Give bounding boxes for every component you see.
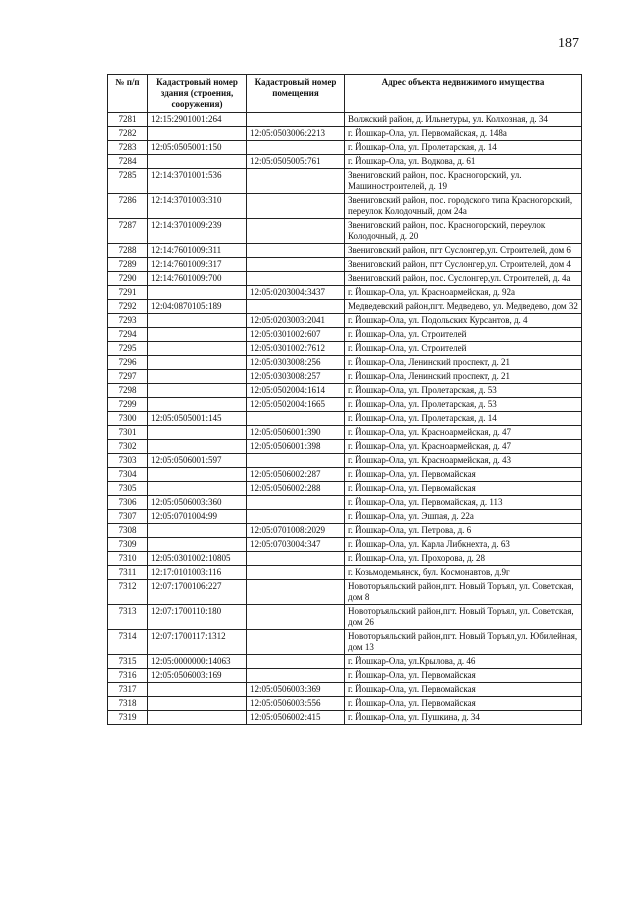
row-number-cell: 7288: [108, 244, 148, 258]
row-number-cell: 7301: [108, 426, 148, 440]
row-number-cell: 7295: [108, 342, 148, 356]
address-cell: Волжский район, д. Ильнетуры, ул. Колхозная, д. 34: [345, 113, 582, 127]
address-cell: Звениговский район, пгт Суслонгер,ул. Строителей, дом 6: [345, 244, 582, 258]
address-cell: г. Йошкар-Ола, ул. Первомайская: [345, 683, 582, 697]
row-number-cell: 7302: [108, 440, 148, 454]
table-row: [108, 496, 582, 510]
address-cell: г. Йошкар-Ола, ул. Пролетарская, д. 53: [345, 398, 582, 412]
table-row: [108, 510, 582, 524]
premises-cadastral-cell: 12:05:0506002:415: [247, 711, 345, 725]
address-cell: г. Йошкар-Ола, ул. Первомайская: [345, 482, 582, 496]
premises-cadastral-cell: [247, 669, 345, 683]
building-cadastral-cell: [148, 127, 247, 141]
premises-cadastral-cell: 12:05:0506002:288: [247, 482, 345, 496]
table-row: [108, 300, 582, 314]
premises-cadastral-cell: [247, 113, 345, 127]
premises-cadastral-cell: [247, 510, 345, 524]
row-number-cell: 7307: [108, 510, 148, 524]
premises-cadastral-cell: [247, 244, 345, 258]
building-cadastral-cell: [148, 711, 247, 725]
row-number-cell: 7299: [108, 398, 148, 412]
row-number-cell: 7297: [108, 370, 148, 384]
header-building-cadastral: Кадастровый номер здания (строения, сооружения): [148, 75, 247, 113]
address-cell: г. Йошкар-Ола, ул. Водкова, д. 61: [345, 155, 582, 169]
address-cell: г. Йошкар-Ола, ул. Строителей: [345, 342, 582, 356]
premises-cadastral-cell: [247, 194, 345, 219]
table-row: [108, 194, 582, 219]
table-row: [108, 314, 582, 328]
building-cadastral-cell: [148, 683, 247, 697]
address-cell: г. Йошкар-Ола, ул. Карла Либкнехта, д. 63: [345, 538, 582, 552]
premises-cadastral-cell: 12:05:0701008:2029: [247, 524, 345, 538]
table-row: [108, 566, 582, 580]
building-cadastral-cell: 12:04:0870105:189: [148, 300, 247, 314]
table-row: [108, 398, 582, 412]
premises-cadastral-cell: [247, 580, 345, 605]
table-row: [108, 141, 582, 155]
address-cell: Звениговский район, пос. Суслонгер,ул. Строителей, д. 4а: [345, 272, 582, 286]
table-row: [108, 630, 582, 655]
row-number-cell: 7303: [108, 454, 148, 468]
address-cell: Медведевский район,пгт. Медведево, ул. Медведево, дом 32: [345, 300, 582, 314]
table-row: [108, 552, 582, 566]
header-address: Адрес объекта недвижимого имущества: [345, 75, 582, 113]
row-number-cell: 7283: [108, 141, 148, 155]
table-row: [108, 605, 582, 630]
building-cadastral-cell: [148, 697, 247, 711]
premises-cadastral-cell: [247, 655, 345, 669]
address-cell: г. Йошкар-Ола, ул. Пролетарская, д. 14: [345, 412, 582, 426]
building-cadastral-cell: [148, 482, 247, 496]
row-number-cell: 7313: [108, 605, 148, 630]
address-cell: г. Йошкар-Ола, Ленинский проспект, д. 21: [345, 370, 582, 384]
table-row: [108, 468, 582, 482]
building-cadastral-cell: [148, 524, 247, 538]
premises-cadastral-cell: 12:05:0303008:256: [247, 356, 345, 370]
premises-cadastral-cell: 12:05:0303008:257: [247, 370, 345, 384]
building-cadastral-cell: [148, 286, 247, 300]
premises-cadastral-cell: 12:05:0703004:347: [247, 538, 345, 552]
row-number-cell: 7287: [108, 219, 148, 244]
table-body: [108, 113, 582, 725]
address-cell: г. Йошкар-Ола, ул. Красноармейская, д. 92а: [345, 286, 582, 300]
premises-cadastral-cell: [247, 169, 345, 194]
premises-cadastral-cell: 12:05:0506002:287: [247, 468, 345, 482]
table-row: [108, 219, 582, 244]
building-cadastral-cell: 12:07:1700110:180: [148, 605, 247, 630]
premises-cadastral-cell: 12:05:0506003:556: [247, 697, 345, 711]
building-cadastral-cell: [148, 440, 247, 454]
table-row: [108, 524, 582, 538]
building-cadastral-cell: 12:14:3701009:239: [148, 219, 247, 244]
table-row: [108, 711, 582, 725]
table-row: [108, 454, 582, 468]
row-number-cell: 7318: [108, 697, 148, 711]
building-cadastral-cell: [148, 384, 247, 398]
building-cadastral-cell: 12:05:0301002:10805: [148, 552, 247, 566]
row-number-cell: 7290: [108, 272, 148, 286]
table-row: [108, 286, 582, 300]
address-cell: г. Йошкар-Ола, ул. Красноармейская, д. 47: [345, 440, 582, 454]
header-premises-cadastral: Кадастровый номер помещения: [247, 75, 345, 113]
row-number-cell: 7298: [108, 384, 148, 398]
address-cell: г. Йошкар-Ола, ул.Крылова, д. 46: [345, 655, 582, 669]
row-number-cell: 7305: [108, 482, 148, 496]
premises-cadastral-cell: [247, 300, 345, 314]
table-row: [108, 384, 582, 398]
row-number-cell: 7306: [108, 496, 148, 510]
address-cell: Новоторъяльский район,пгт. Новый Торъял, ул. Советская, дом 26: [345, 605, 582, 630]
address-cell: Новоторъяльский район,пгт. Новый Торъял,ул. Юбилейная, дом 13: [345, 630, 582, 655]
building-cadastral-cell: 12:05:0505001:145: [148, 412, 247, 426]
table-row: [108, 580, 582, 605]
address-cell: г. Йошкар-Ола, ул. Подольских Курсантов, д. 4: [345, 314, 582, 328]
address-cell: г. Йошкар-Ола, ул. Пушкина, д. 34: [345, 711, 582, 725]
row-number-cell: 7316: [108, 669, 148, 683]
premises-cadastral-cell: [247, 258, 345, 272]
address-cell: г. Йошкар-Ола, ул. Первомайская: [345, 468, 582, 482]
building-cadastral-cell: [148, 155, 247, 169]
table-header: [108, 75, 582, 113]
premises-cadastral-cell: 12:05:0503006:2213: [247, 127, 345, 141]
building-cadastral-cell: 12:05:0506003:169: [148, 669, 247, 683]
table-row: [108, 697, 582, 711]
row-number-cell: 7294: [108, 328, 148, 342]
premises-cadastral-cell: 12:05:0506003:369: [247, 683, 345, 697]
table-row: [108, 155, 582, 169]
building-cadastral-cell: [148, 398, 247, 412]
premises-cadastral-cell: 12:05:0502004:1614: [247, 384, 345, 398]
property-registry-table: [107, 74, 582, 725]
address-cell: г. Йошкар-Ола, ул. Эшпая, д. 22а: [345, 510, 582, 524]
building-cadastral-cell: [148, 342, 247, 356]
building-cadastral-cell: [148, 370, 247, 384]
premises-cadastral-cell: [247, 141, 345, 155]
row-number-cell: 7317: [108, 683, 148, 697]
table-row: [108, 356, 582, 370]
table-row: [108, 258, 582, 272]
address-cell: Звениговский район, пос. Красногорский, ул. Машиностроителей, д. 19: [345, 169, 582, 194]
row-number-cell: 7308: [108, 524, 148, 538]
building-cadastral-cell: 12:14:3701001:536: [148, 169, 247, 194]
row-number-cell: 7281: [108, 113, 148, 127]
address-cell: г. Йошкар-Ола, ул. Красноармейская, д. 43: [345, 454, 582, 468]
row-number-cell: 7310: [108, 552, 148, 566]
building-cadastral-cell: [148, 426, 247, 440]
premises-cadastral-cell: [247, 454, 345, 468]
row-number-cell: 7284: [108, 155, 148, 169]
building-cadastral-cell: 12:14:7601009:317: [148, 258, 247, 272]
building-cadastral-cell: 12:05:0506001:597: [148, 454, 247, 468]
row-number-cell: 7286: [108, 194, 148, 219]
table-row: [108, 127, 582, 141]
premises-cadastral-cell: 12:05:0301002:7612: [247, 342, 345, 356]
row-number-cell: 7309: [108, 538, 148, 552]
address-cell: г. Йошкар-Ола, ул. Строителей: [345, 328, 582, 342]
table-row: [108, 342, 582, 356]
building-cadastral-cell: 12:14:7601009:311: [148, 244, 247, 258]
address-cell: г. Йошкар-Ола, ул. Пролетарская, д. 53: [345, 384, 582, 398]
building-cadastral-cell: 12:05:0505001:150: [148, 141, 247, 155]
row-number-cell: 7311: [108, 566, 148, 580]
address-cell: г. Йошкар-Ола, ул. Прохорова, д. 28: [345, 552, 582, 566]
table-row: [108, 412, 582, 426]
row-number-cell: 7319: [108, 711, 148, 725]
address-cell: г. Козьмодемьянск, бул. Космонавтов, д.9г: [345, 566, 582, 580]
table-row: [108, 272, 582, 286]
row-number-cell: 7293: [108, 314, 148, 328]
premises-cadastral-cell: [247, 219, 345, 244]
building-cadastral-cell: [148, 328, 247, 342]
address-cell: г. Йошкар-Ола, ул. Петрова, д. 6: [345, 524, 582, 538]
premises-cadastral-cell: [247, 630, 345, 655]
premises-cadastral-cell: [247, 412, 345, 426]
table-row: [108, 440, 582, 454]
building-cadastral-cell: 12:14:3701003:310: [148, 194, 247, 219]
row-number-cell: 7292: [108, 300, 148, 314]
premises-cadastral-cell: [247, 496, 345, 510]
building-cadastral-cell: 12:14:7601009:700: [148, 272, 247, 286]
table-row: [108, 669, 582, 683]
premises-cadastral-cell: 12:05:0203003:2041: [247, 314, 345, 328]
building-cadastral-cell: 12:05:0506003:360: [148, 496, 247, 510]
address-cell: Звениговский район, пгт Суслонгер,ул. Строителей, дом 4: [345, 258, 582, 272]
row-number-cell: 7312: [108, 580, 148, 605]
table-row: [108, 538, 582, 552]
address-cell: г. Йошкар-Ола, ул. Первомайская, д. 148а: [345, 127, 582, 141]
table-row: [108, 426, 582, 440]
address-cell: г. Йошкар-Ола, Ленинский проспект, д. 21: [345, 356, 582, 370]
premises-cadastral-cell: [247, 605, 345, 630]
premises-cadastral-cell: 12:05:0506001:398: [247, 440, 345, 454]
address-cell: г. Йошкар-Ола, ул. Красноармейская, д. 47: [345, 426, 582, 440]
building-cadastral-cell: [148, 468, 247, 482]
building-cadastral-cell: [148, 314, 247, 328]
building-cadastral-cell: 12:07:1700106:227: [148, 580, 247, 605]
premises-cadastral-cell: [247, 272, 345, 286]
building-cadastral-cell: 12:05:0701004:99: [148, 510, 247, 524]
table-row: [108, 169, 582, 194]
premises-cadastral-cell: [247, 566, 345, 580]
address-cell: Звениговский район, пос. городского типа Красногорский, переулок Колодочный, дом 24а: [345, 194, 582, 219]
row-number-cell: 7289: [108, 258, 148, 272]
premises-cadastral-cell: 12:05:0502004:1665: [247, 398, 345, 412]
building-cadastral-cell: 12:15:2901001:264: [148, 113, 247, 127]
table-row: [108, 244, 582, 258]
table-row: [108, 370, 582, 384]
premises-cadastral-cell: 12:05:0301002:607: [247, 328, 345, 342]
building-cadastral-cell: 12:07:1700117:1312: [148, 630, 247, 655]
table-row: [108, 328, 582, 342]
row-number-cell: 7291: [108, 286, 148, 300]
header-row-number: № п/п: [108, 75, 148, 113]
row-number-cell: 7282: [108, 127, 148, 141]
address-cell: г. Йошкар-Ола, ул. Пролетарская, д. 14: [345, 141, 582, 155]
address-cell: Звениговский район, пос. Красногорский, переулок Колодочный, д. 20: [345, 219, 582, 244]
table-row: [108, 113, 582, 127]
address-cell: г. Йошкар-Ола, ул. Первомайская, д. 113: [345, 496, 582, 510]
row-number-cell: 7296: [108, 356, 148, 370]
building-cadastral-cell: 12:17:0101003:116: [148, 566, 247, 580]
address-cell: г. Йошкар-Ола, ул. Первомайская: [345, 697, 582, 711]
building-cadastral-cell: 12:05:0000000:14063: [148, 655, 247, 669]
premises-cadastral-cell: 12:05:0203004:3437: [247, 286, 345, 300]
table-row: [108, 482, 582, 496]
row-number-cell: 7285: [108, 169, 148, 194]
premises-cadastral-cell: 12:05:0506001:390: [247, 426, 345, 440]
table-row: [108, 655, 582, 669]
row-number-cell: 7314: [108, 630, 148, 655]
row-number-cell: 7300: [108, 412, 148, 426]
address-cell: Новоторъяльский район,пгт. Новый Торъял, ул. Советская, дом 8: [345, 580, 582, 605]
table-row: [108, 683, 582, 697]
premises-cadastral-cell: 12:05:0505005:761: [247, 155, 345, 169]
building-cadastral-cell: [148, 538, 247, 552]
address-cell: г. Йошкар-Ола, ул. Первомайская: [345, 669, 582, 683]
building-cadastral-cell: [148, 356, 247, 370]
premises-cadastral-cell: [247, 552, 345, 566]
row-number-cell: 7315: [108, 655, 148, 669]
row-number-cell: 7304: [108, 468, 148, 482]
page-number: 187: [558, 36, 579, 51]
